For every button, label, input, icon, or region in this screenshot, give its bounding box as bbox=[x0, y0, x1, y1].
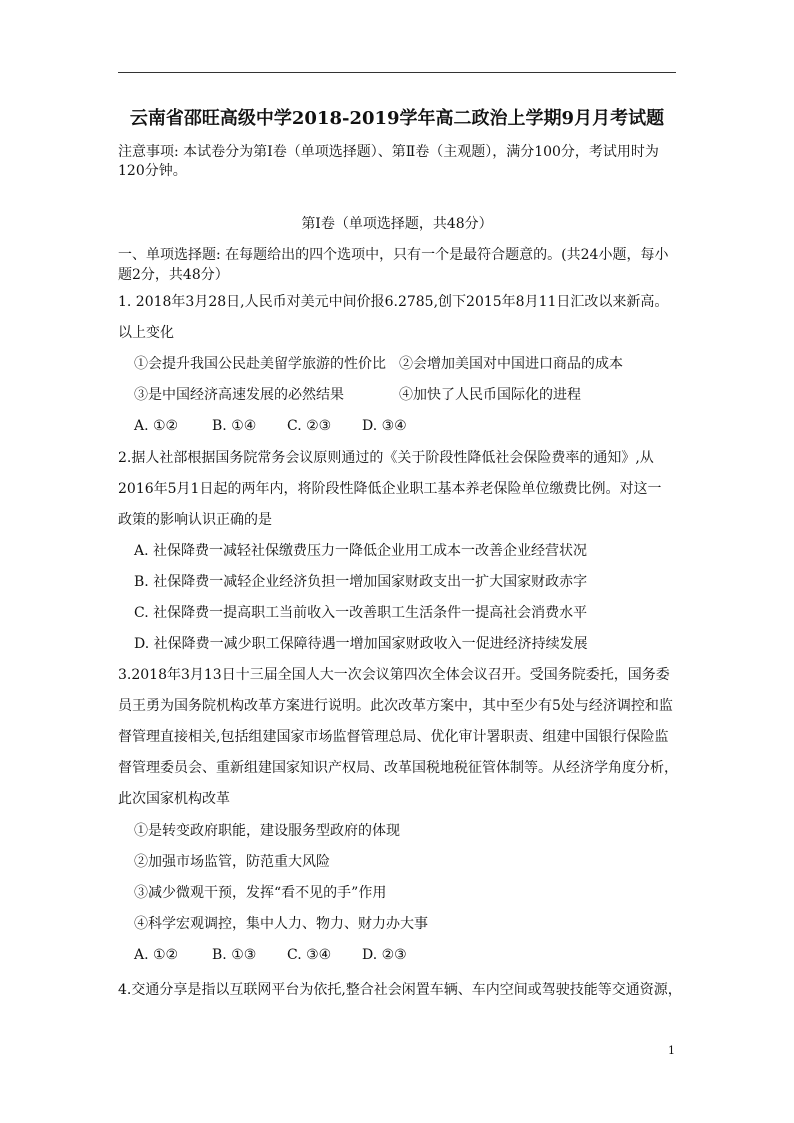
q4-stem-line-1: 4.交通分享是指以互联网平台为依托,整合社会闲置车辆、车内空间或驾驶技能等交通资源， bbox=[118, 982, 682, 998]
q3-choice-a: A. ①② bbox=[134, 947, 179, 963]
q3-statement-4: ④科学宏观调控，集中人力、物力、财力办大事 bbox=[134, 916, 428, 932]
q2-option-c: C. 社保降费一提高职工当前收入一改善职工生活条件一提高社会消费水平 bbox=[134, 605, 588, 621]
notice-line-1: 注意事项: 本试卷分为第Ⅰ卷（单项选择题）、第Ⅱ卷（主观题），满分100分，考试用时为 bbox=[118, 144, 659, 160]
page-title: 云南省邵旺高级中学2018-2019学年高二政治上学期9月月考试题 bbox=[129, 108, 665, 129]
q1-statement-4: ④加快了人民币国际化的进程 bbox=[399, 387, 581, 403]
q2-stem-line-3: 政策的影响认识正确的是 bbox=[118, 512, 272, 528]
notice-line-2: 120分钟。 bbox=[118, 163, 187, 179]
q3-choice-b: B. ①③ bbox=[212, 947, 257, 963]
q1-choice-b: B. ①④ bbox=[212, 418, 257, 434]
q2-option-b: B. 社保降费一减轻企业经济负担一增加国家财政支出一扩大国家财政赤字 bbox=[134, 574, 588, 590]
q1-stem-line-1: 1. 2018年3月28日,人民币对美元中间价报6.2785,创下2015年8月11日汇改以来新高。 bbox=[118, 294, 669, 310]
q1-statement-1: ①会提升我国公民赴美留学旅游的性价比 bbox=[134, 356, 386, 372]
q3-choice-c: C. ③④ bbox=[287, 947, 332, 963]
page-number: 1 bbox=[668, 1044, 675, 1057]
q1-statement-2: ②会增加美国对中国进口商品的成本 bbox=[399, 356, 623, 372]
part-one-line-1: 一、单项选择题: 在每题给出的四个选项中，只有一个是最符合题意的。(共24小题，每小 bbox=[118, 247, 669, 263]
q3-stem-line-1: 3.2018年3月13日十三届全国人大一次会议第四次全体会议召开。受国务院委托，国务委 bbox=[118, 667, 670, 683]
q3-statement-3: ③减少微观干预，发挥“看不见的手”作用 bbox=[134, 885, 387, 901]
q3-choice-d: D. ②③ bbox=[362, 947, 407, 963]
q2-option-a: A. 社保降费一减轻社保缴费压力一降低企业用工成本一改善企业经营状况 bbox=[134, 543, 588, 559]
q3-stem-line-2: 员王勇为国务院机构改革方案进行说明。此次改革方案中，其中至少有5处与经济调控和监 bbox=[118, 698, 673, 714]
header-rule bbox=[118, 72, 676, 73]
section-header: 第Ⅰ卷（单项选择题，共48分） bbox=[301, 216, 493, 232]
q1-choice-c: C. ②③ bbox=[287, 418, 332, 434]
q3-stem-line-4: 督管理委员会、重新组建国家知识产权局、改革国税地税征管体制等。从经济学角度分析， bbox=[118, 760, 678, 776]
q1-statement-3: ③是中国经济高速发展的必然结果 bbox=[134, 387, 344, 403]
q2-stem-line-1: 2.据人社部根据国务院常务会议原则通过的《关于阶段性降低社会保险费率的通知》,从 bbox=[118, 450, 654, 466]
q2-stem-line-2: 2016年5月1日起的两年内，将阶段性降低企业职工基本养老保险单位缴费比例。对这一 bbox=[118, 481, 662, 497]
q1-choice-d: D. ③④ bbox=[362, 418, 407, 434]
q3-statement-1: ①是转变政府职能，建设服务型政府的体现 bbox=[134, 823, 400, 839]
q1-stem-line-2: 以上变化 bbox=[118, 325, 174, 341]
q3-stem-line-5: 此次国家机构改革 bbox=[118, 791, 230, 807]
q3-statement-2: ②加强市场监管，防范重大风险 bbox=[134, 854, 330, 870]
part-one-line-2: 题2分，共48分） bbox=[118, 267, 229, 283]
q1-choice-a: A. ①② bbox=[134, 418, 179, 434]
q3-stem-line-3: 督管理直接相关,包括组建国家市场监督管理总局、优化审计署职责、组建中国银行保险监 bbox=[118, 729, 669, 745]
q2-option-d: D. 社保降费一减少职工保障待遇一增加国家财政收入一促进经济持续发展 bbox=[134, 636, 588, 652]
